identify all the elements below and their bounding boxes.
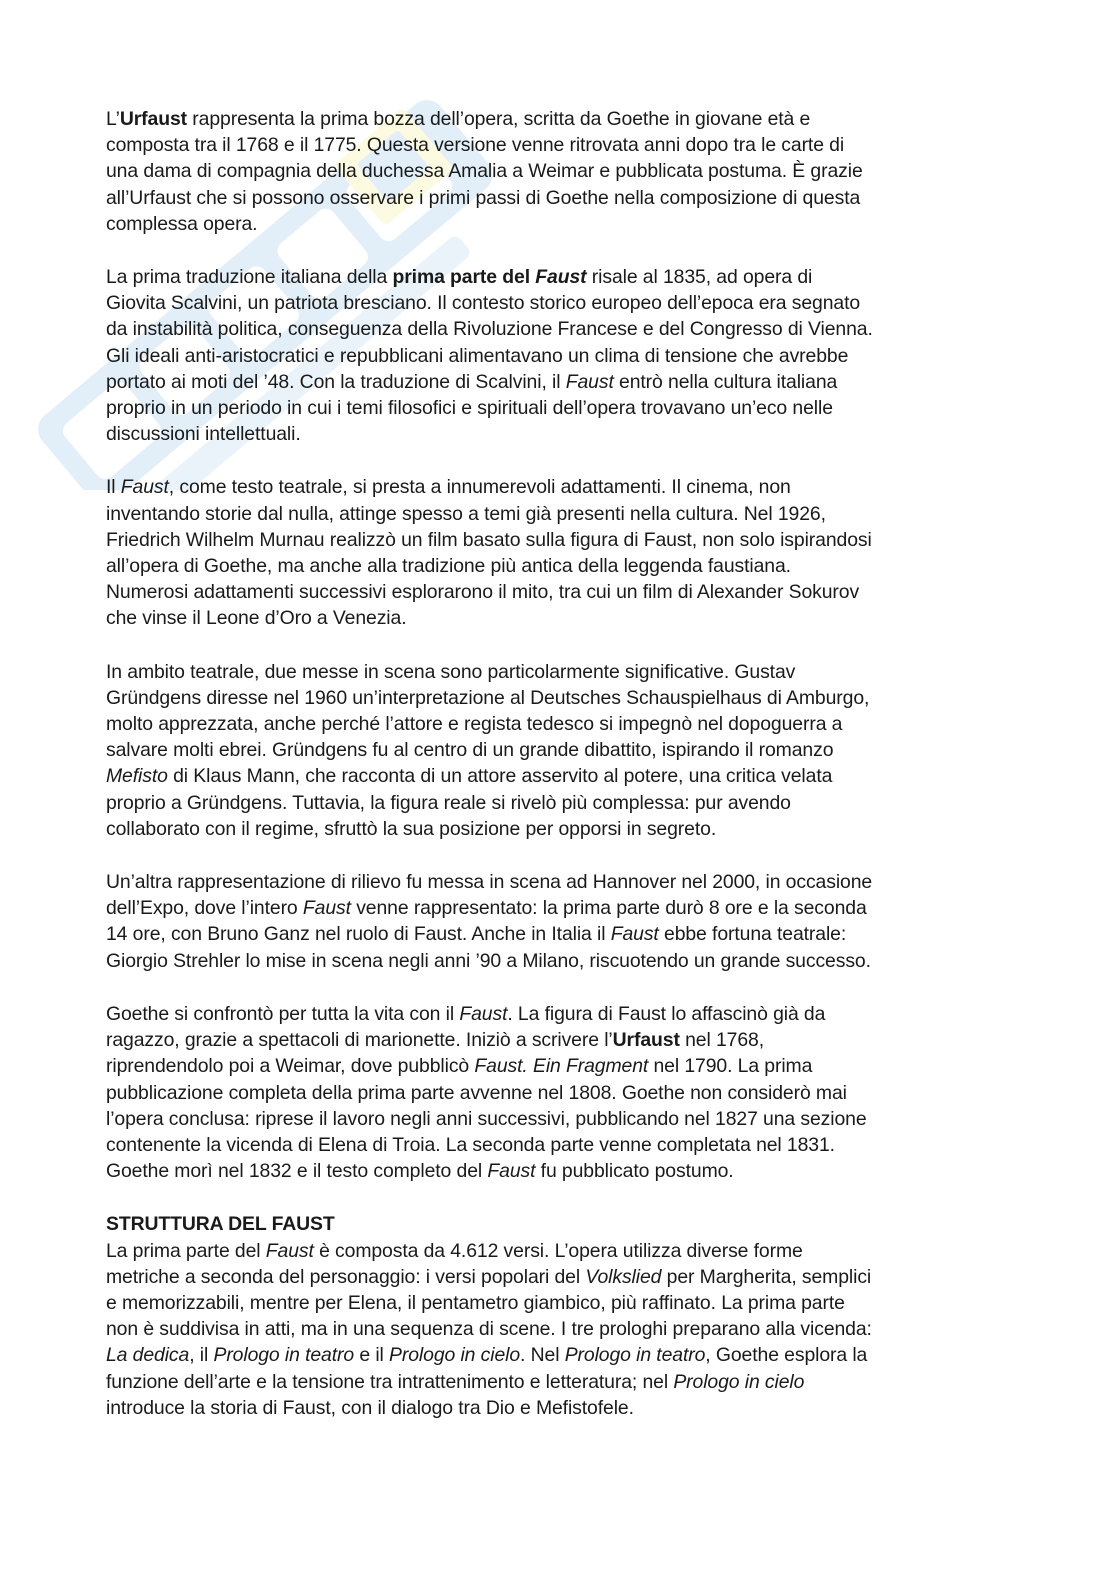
body-text: Goethe morì nel 1832 e il testo completo del (106, 1160, 488, 1183)
body-text: , Goethe esplora la (705, 1344, 868, 1367)
body-text: introduce la storia di Faust, con il dialogo tra Dio e Mefistofele. (106, 1396, 634, 1419)
body-text: metriche a seconda del personaggio: i versi popolari del (106, 1265, 586, 1288)
text-line (106, 501, 1006, 527)
body-text: La prima traduzione italiana della (106, 266, 393, 289)
title-text: Faust. Ein Fragment (474, 1055, 649, 1078)
text-line (106, 316, 1006, 342)
paragraph (106, 264, 1006, 447)
text-line (106, 737, 1006, 763)
section-heading: STRUTTURA DEL FAUST (106, 1213, 335, 1236)
body-text: In ambito teatrale, due messe in scena sono particolarmente significative. Gustav (106, 660, 796, 683)
body-text: salvare molti ebrei. Gründgens fu al centro di un grande dibattito, ispirando il romanzo (106, 739, 834, 762)
text-line (106, 790, 1006, 816)
body-text: Gli ideali anti-aristocratici e repubblicani alimentavano un clima di tensione che avrebbe (106, 344, 849, 367)
body-text: non è suddivisa in atti, ma in una sequenza di scene. I tre prologhi preparano alla vicenda: (106, 1318, 872, 1341)
text-line (106, 185, 1006, 211)
title-text: Faust (120, 476, 169, 499)
title-text: Faust (565, 370, 614, 393)
text-line (106, 1264, 1006, 1290)
body-text: e memorizzabili, mentre per Elena, il pentametro giambico, più raffinato. La prima parte (106, 1291, 845, 1314)
title-text: Faust (487, 1160, 536, 1183)
body-text: complessa opera. (106, 212, 258, 235)
text-line (106, 369, 1006, 395)
body-text: riprendendolo poi a Weimar, dove pubblicò (106, 1055, 475, 1078)
body-text: inventando storie dal nulla, attinge spesso a temi già presenti nella cultura. Nel 1926, (106, 502, 826, 525)
body-text: è composta da 4.612 versi. L’opera utilizza diverse forme (313, 1239, 803, 1262)
body-text: proprio a Gründgens. Tuttavia, la figura reale si rivelò più complessa: pur avendo (106, 791, 791, 814)
text-line (106, 553, 1006, 579)
emphasis-text: Urfaust (612, 1029, 680, 1052)
text-line (106, 158, 1006, 184)
body-text: ragazzo, grazie a spettacoli di marionette. Iniziò a scrivere l’ (106, 1029, 613, 1052)
body-text: entrò nella cultura italiana (613, 370, 838, 393)
body-text: all’Urfaust che si possono osservare i primi passi di Goethe nella composizione di questa (106, 186, 861, 209)
body-text: rappresenta la prima bozza dell’opera, scritta da Goethe in giovane età e (187, 108, 811, 130)
text-line (106, 211, 1006, 237)
text-line (106, 869, 1006, 895)
body-text: per Margherita, semplici (661, 1265, 872, 1288)
body-text: da instabilità politica, conseguenza della Rivoluzione Francese e del Congresso di Vienna. (106, 318, 873, 341)
body-text: risale al 1835, ad opera di (586, 266, 813, 289)
emphasis-text: Urfaust (119, 108, 188, 130)
title-text: Prologo in cielo (389, 1344, 521, 1367)
title-text: La dedica (106, 1344, 190, 1367)
body-text: e il (354, 1344, 390, 1367)
text-line (106, 763, 1006, 789)
body-text: , come testo teatrale, si presta a innumerevoli adattamenti. Il cinema, non (168, 476, 791, 499)
paragraph (106, 659, 1006, 842)
text-line (106, 421, 1006, 447)
title-text: Mefisto (106, 765, 168, 788)
paragraph (106, 1211, 1006, 1421)
text-line (106, 1001, 1006, 1027)
paragraph (106, 106, 1006, 237)
paragraph (106, 1001, 1006, 1184)
text-line (106, 395, 1006, 421)
body-text: Giovita Scalvini, un patriota bresciano. Il contesto storico europeo dell’epoca era segnato (106, 292, 861, 315)
body-text: Friedrich Wilhelm Murnau realizzò un film basato sulla figura di Faust, non solo ispirandosi (106, 528, 872, 551)
text-line (106, 1395, 1006, 1421)
title-text: Faust (302, 897, 351, 920)
paragraph (106, 869, 1006, 974)
text-line (106, 1316, 1006, 1342)
body-text: Gründgens diresse nel 1960 un’interpretazione al Deutsches Schauspielhaus di Amburgo, (106, 686, 870, 709)
text-line (106, 711, 1006, 737)
text-line (106, 1290, 1006, 1316)
text-line (106, 264, 1006, 290)
body-text: dell’Expo, dove l’intero (106, 897, 303, 920)
text-line (106, 579, 1006, 605)
body-text: Goethe si confrontò per tutta la vita con il (106, 1002, 460, 1025)
text-line (106, 605, 1006, 631)
body-text: nel 1768, (679, 1029, 764, 1052)
text-line (106, 921, 1006, 947)
text-line (106, 290, 1006, 316)
title-text: Faust (610, 923, 659, 946)
paragraph (106, 474, 1006, 631)
text-line (106, 1106, 1006, 1132)
body-text: ebbe fortuna teatrale: (658, 923, 847, 946)
title-text: Faust (459, 1002, 508, 1025)
text-line (106, 1158, 1006, 1184)
body-text: l’opera conclusa: riprese il lavoro negli anni successivi, pubblicando nel 1827 una sezione (106, 1107, 867, 1130)
text-line (106, 659, 1006, 685)
body-text: 14 ore, con Bruno Ganz nel ruolo di Faust. Anche in Italia il (106, 923, 611, 946)
text-line (106, 1132, 1006, 1158)
title-text: Volkslied (585, 1265, 662, 1288)
text-line (106, 1369, 1006, 1395)
body-text: discussioni intellettuali. (106, 423, 301, 446)
title-text: Faust (265, 1239, 314, 1262)
body-text: molto apprezzata, anche perché l’attore e regista tedesco si impegnò nel dopoguerra a (106, 713, 843, 736)
title-text: Prologo in cielo (673, 1370, 805, 1393)
body-text: che vinse il Leone d’Oro a Venezia. (106, 607, 407, 630)
title-text: Prologo in teatro (564, 1344, 706, 1367)
text-line (106, 948, 1006, 974)
body-text: fu pubblicato postumo. (535, 1160, 734, 1183)
text-line (106, 1080, 1006, 1106)
text-line (106, 1053, 1006, 1079)
body-text: Un’altra rappresentazione di rilievo fu messa in scena ad Hannover nel 2000, in occasione (106, 871, 873, 894)
body-text: , il (189, 1344, 214, 1367)
body-text: Numerosi adattamenti successivi esplorarono il mito, tra cui un film di Alexander Sokurov (106, 581, 860, 604)
emphasis-text: prima parte del (392, 266, 536, 289)
text-line (106, 132, 1006, 158)
text-line (106, 1027, 1006, 1053)
body-text: composta tra il 1768 e il 1775. Questa versione venne ritrovata anni dopo tra le carte di (106, 134, 845, 157)
body-text: La prima parte del (106, 1239, 266, 1262)
text-line (106, 895, 1006, 921)
body-text: di Klaus Mann, che racconta di un attore asservito al potere, una critica velata (167, 765, 833, 788)
body-text: funzione dell’arte e la tensione tra intrattenimento e letteratura; nel (106, 1370, 674, 1393)
text-line (106, 1342, 1006, 1368)
title-text: Prologo in teatro (213, 1344, 355, 1367)
body-text: una dama di compagnia della duchessa Amalia a Weimar e pubblicata postuma. È grazie (106, 160, 863, 183)
body-text: . Nel (520, 1344, 565, 1367)
body-text: nel 1790. La prima (648, 1055, 813, 1078)
text-line (106, 474, 1006, 500)
text-line (106, 106, 1006, 132)
body-text: . La figura di Faust lo affascinò già da (507, 1002, 826, 1025)
body-text: venne rappresentato: la prima parte durò 8 ore e la seconda (350, 897, 867, 920)
text-line (106, 1238, 1006, 1264)
body-text: Giorgio Strehler lo mise in scena negli anni ’90 a Milano, riscuotendo un grande successo. (106, 949, 871, 972)
emphasis-text: Faust (535, 266, 587, 289)
body-text: L’ (106, 108, 120, 130)
document-body (106, 106, 1006, 1421)
body-text: pubblicazione completa della prima parte avvenne nel 1808. Goethe non considerò mai (106, 1081, 847, 1104)
body-text: all’opera di Goethe, ma anche alla tradizione più antica della leggenda faustiana. (106, 555, 791, 578)
text-line (106, 816, 1006, 842)
text-line (106, 527, 1006, 553)
body-text: contenente la vicenda di Elena di Troia. La seconda parte venne completata nel 1831. (106, 1133, 835, 1156)
body-text: portato ai moti del ’48. Con la traduzione di Scalvini, il (106, 370, 566, 393)
body-text: proprio in un periodo in cui i temi filosofici e spirituali dell’opera trovavano un’eco nelle (106, 397, 833, 420)
body-text: collaborato con il regime, sfruttò la sua posizione per opporsi in segreto. (106, 817, 717, 840)
text-line (106, 343, 1006, 369)
body-text: Il (106, 476, 121, 499)
text-line (106, 685, 1006, 711)
